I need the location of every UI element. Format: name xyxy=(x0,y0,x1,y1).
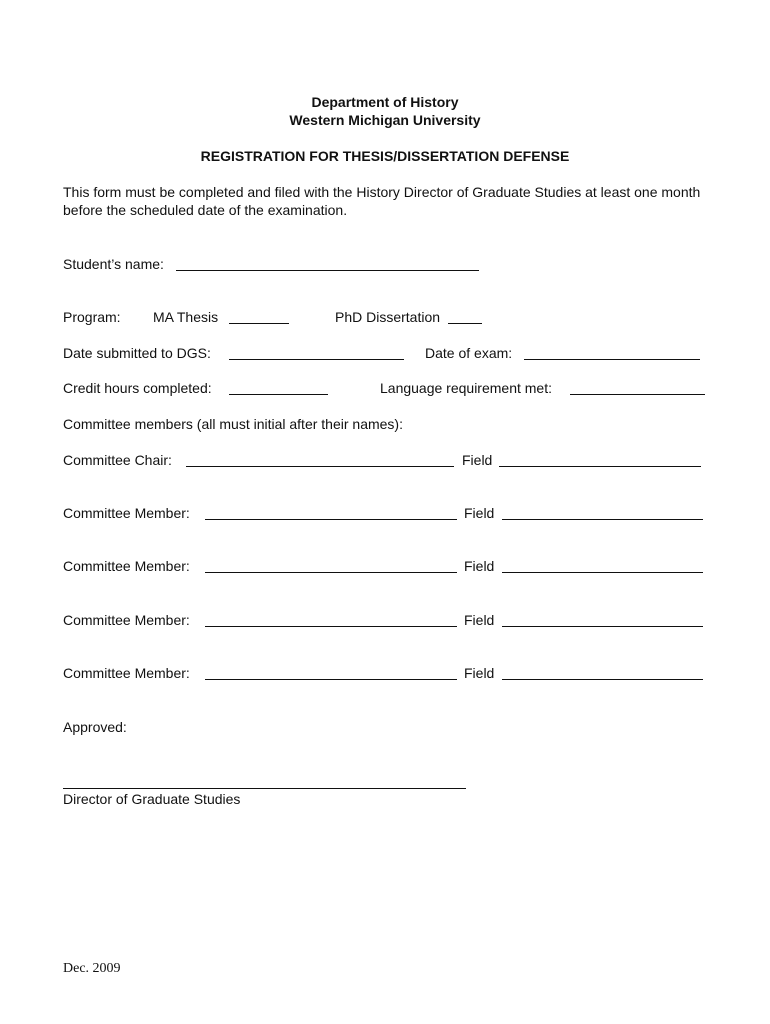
member-2-field-label: Field xyxy=(464,558,495,574)
date-of-exam-label: Date of exam: xyxy=(425,345,513,361)
committee-chair-label: Committee Chair: xyxy=(63,452,172,468)
student-name-label: Student’s name: xyxy=(63,256,164,272)
member-1-field-input[interactable] xyxy=(502,519,703,520)
form-title: REGISTRATION FOR THESIS/DISSERTATION DEFENSE xyxy=(200,148,570,164)
university-heading: Western Michigan University xyxy=(289,112,481,128)
director-label: Director of Graduate Studies xyxy=(63,791,241,807)
date-submitted-field[interactable] xyxy=(229,359,404,360)
student-name-field[interactable] xyxy=(176,270,479,271)
chair-field-input[interactable] xyxy=(499,466,701,467)
committee-intro: Committee members (all must initial after their names): xyxy=(63,416,403,432)
committee-chair-field[interactable] xyxy=(186,466,454,467)
phd-dissertation-field[interactable] xyxy=(448,323,482,324)
footer-date: Dec. 2009 xyxy=(63,961,121,976)
committee-member-1-label: Committee Member: xyxy=(63,505,190,521)
committee-member-2-label: Committee Member: xyxy=(63,558,190,574)
intro-text: This form must be completed and filed with the History Director of Graduate Studies at least one month before the scheduled date of the examination. xyxy=(63,184,701,218)
committee-member-2-field[interactable] xyxy=(205,572,457,573)
language-requirement-label: Language requirement met: xyxy=(380,380,552,396)
member-3-field-label: Field xyxy=(464,612,495,628)
committee-member-3-label: Committee Member: xyxy=(63,612,190,628)
date-of-exam-field[interactable] xyxy=(524,359,700,360)
ma-thesis-field[interactable] xyxy=(229,323,289,324)
date-submitted-label: Date submitted to DGS: xyxy=(63,345,211,361)
committee-member-4-label: Committee Member: xyxy=(63,665,190,681)
department-heading: Department of History xyxy=(311,94,459,110)
member-3-field-input[interactable] xyxy=(502,626,703,627)
phd-dissertation-label: PhD Dissertation xyxy=(335,309,441,325)
member-1-field-label: Field xyxy=(464,505,495,521)
chair-field-label: Field xyxy=(462,452,493,468)
member-2-field-input[interactable] xyxy=(502,572,703,573)
committee-member-4-field[interactable] xyxy=(205,679,457,680)
committee-member-3-field[interactable] xyxy=(205,626,457,627)
member-4-field-label: Field xyxy=(464,665,495,681)
ma-thesis-label: MA Thesis xyxy=(153,309,219,325)
approved-label: Approved: xyxy=(63,719,127,735)
program-label: Program: xyxy=(63,309,121,325)
credit-hours-label: Credit hours completed: xyxy=(63,380,212,396)
member-4-field-input[interactable] xyxy=(502,679,703,680)
language-requirement-field[interactable] xyxy=(570,394,705,395)
committee-member-1-field[interactable] xyxy=(205,519,457,520)
credit-hours-field[interactable] xyxy=(229,394,328,395)
director-signature-line[interactable] xyxy=(63,788,466,789)
